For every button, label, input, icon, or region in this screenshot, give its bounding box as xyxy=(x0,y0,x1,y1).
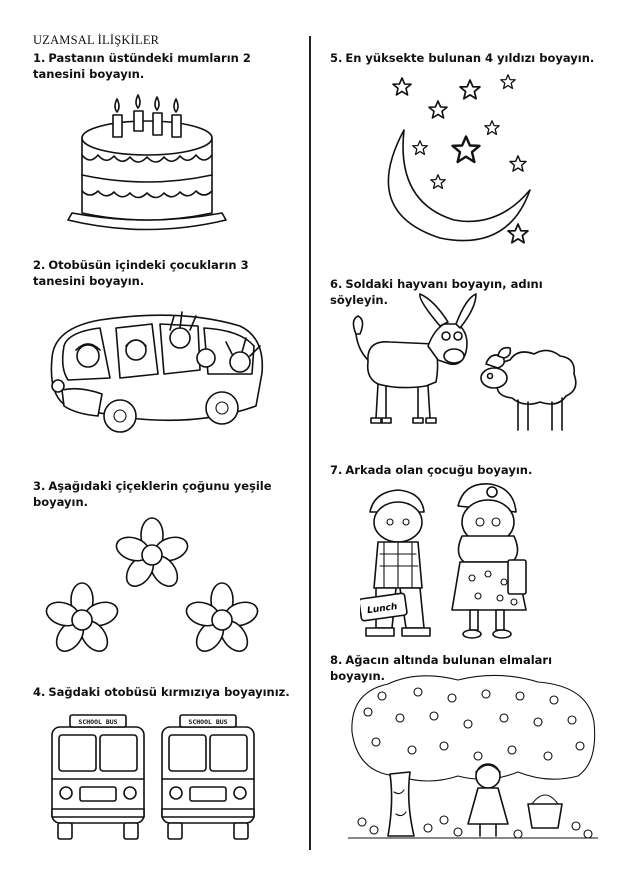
lunch-box-label: Lunch xyxy=(366,602,398,617)
moon-and-stars-picture xyxy=(380,72,540,252)
two-children-walking-picture xyxy=(360,478,540,646)
task-1 xyxy=(33,50,293,82)
task-number: 2. xyxy=(33,258,46,272)
apple-basket xyxy=(528,804,562,828)
task-number: 6. xyxy=(330,277,343,291)
task-5 xyxy=(330,50,600,66)
task-text: Soldaki hayvanı boyayın, adını söyleyin. xyxy=(330,277,543,307)
task-number: 8. xyxy=(330,653,343,667)
task-3 xyxy=(33,478,293,510)
task-text: Aşağıdaki çiçeklerin çoğunu yeşile boyayın. xyxy=(33,479,272,509)
flower-right xyxy=(183,583,260,656)
boy-in-front xyxy=(360,490,430,636)
task-text: Arkada olan çocuğu boyayın. xyxy=(345,463,533,477)
girl-behind xyxy=(452,484,526,638)
task-number: 1. xyxy=(33,51,46,65)
task-number: 5. xyxy=(330,51,343,65)
flower-left xyxy=(43,583,120,656)
girl-under-tree xyxy=(468,764,508,836)
bus-sign-text: SCHOOL BUS xyxy=(188,718,228,726)
tree-trunk xyxy=(388,772,414,836)
task-number: 7. xyxy=(330,463,343,477)
three-flowers-picture xyxy=(42,515,267,670)
task-text: En yüksekte bulunan 4 yıldızı boyayın. xyxy=(345,51,595,65)
donkey-and-sheep-picture xyxy=(348,290,588,440)
school-bus-left xyxy=(52,715,144,839)
tree-canopy xyxy=(352,675,595,781)
sheep xyxy=(481,348,576,430)
bus-sign-text: SCHOOL BUS xyxy=(78,718,118,726)
task-text: Ağacın altında bulunan elmaları boyayın. xyxy=(330,653,553,683)
task-text: Sağdaki otobüsü kırmızıya boyayınız. xyxy=(48,685,290,699)
apple-tree-with-girl-picture xyxy=(348,672,598,842)
cake-with-candles-picture xyxy=(60,93,235,233)
column-divider xyxy=(309,36,311,850)
task-number: 4. xyxy=(33,685,46,699)
bus-with-children-picture xyxy=(40,298,275,448)
two-school-buses-picture xyxy=(46,713,261,843)
donkey xyxy=(353,294,476,423)
task-text: Pastanın üstündeki mumların 2 tanesini boyayın. xyxy=(33,51,251,81)
task-4 xyxy=(33,684,293,700)
task-7 xyxy=(330,462,600,478)
worksheet-title: UZAMSAL İLİŞKİLER xyxy=(33,33,160,47)
school-bus-right xyxy=(162,715,254,839)
task-2 xyxy=(33,257,293,289)
flower-top xyxy=(113,518,190,591)
task-number: 3. xyxy=(33,479,46,493)
apples-on-tree xyxy=(364,688,584,760)
task-text: Otobüsün içindeki çocukların 3 tanesini boyayın. xyxy=(33,258,249,288)
